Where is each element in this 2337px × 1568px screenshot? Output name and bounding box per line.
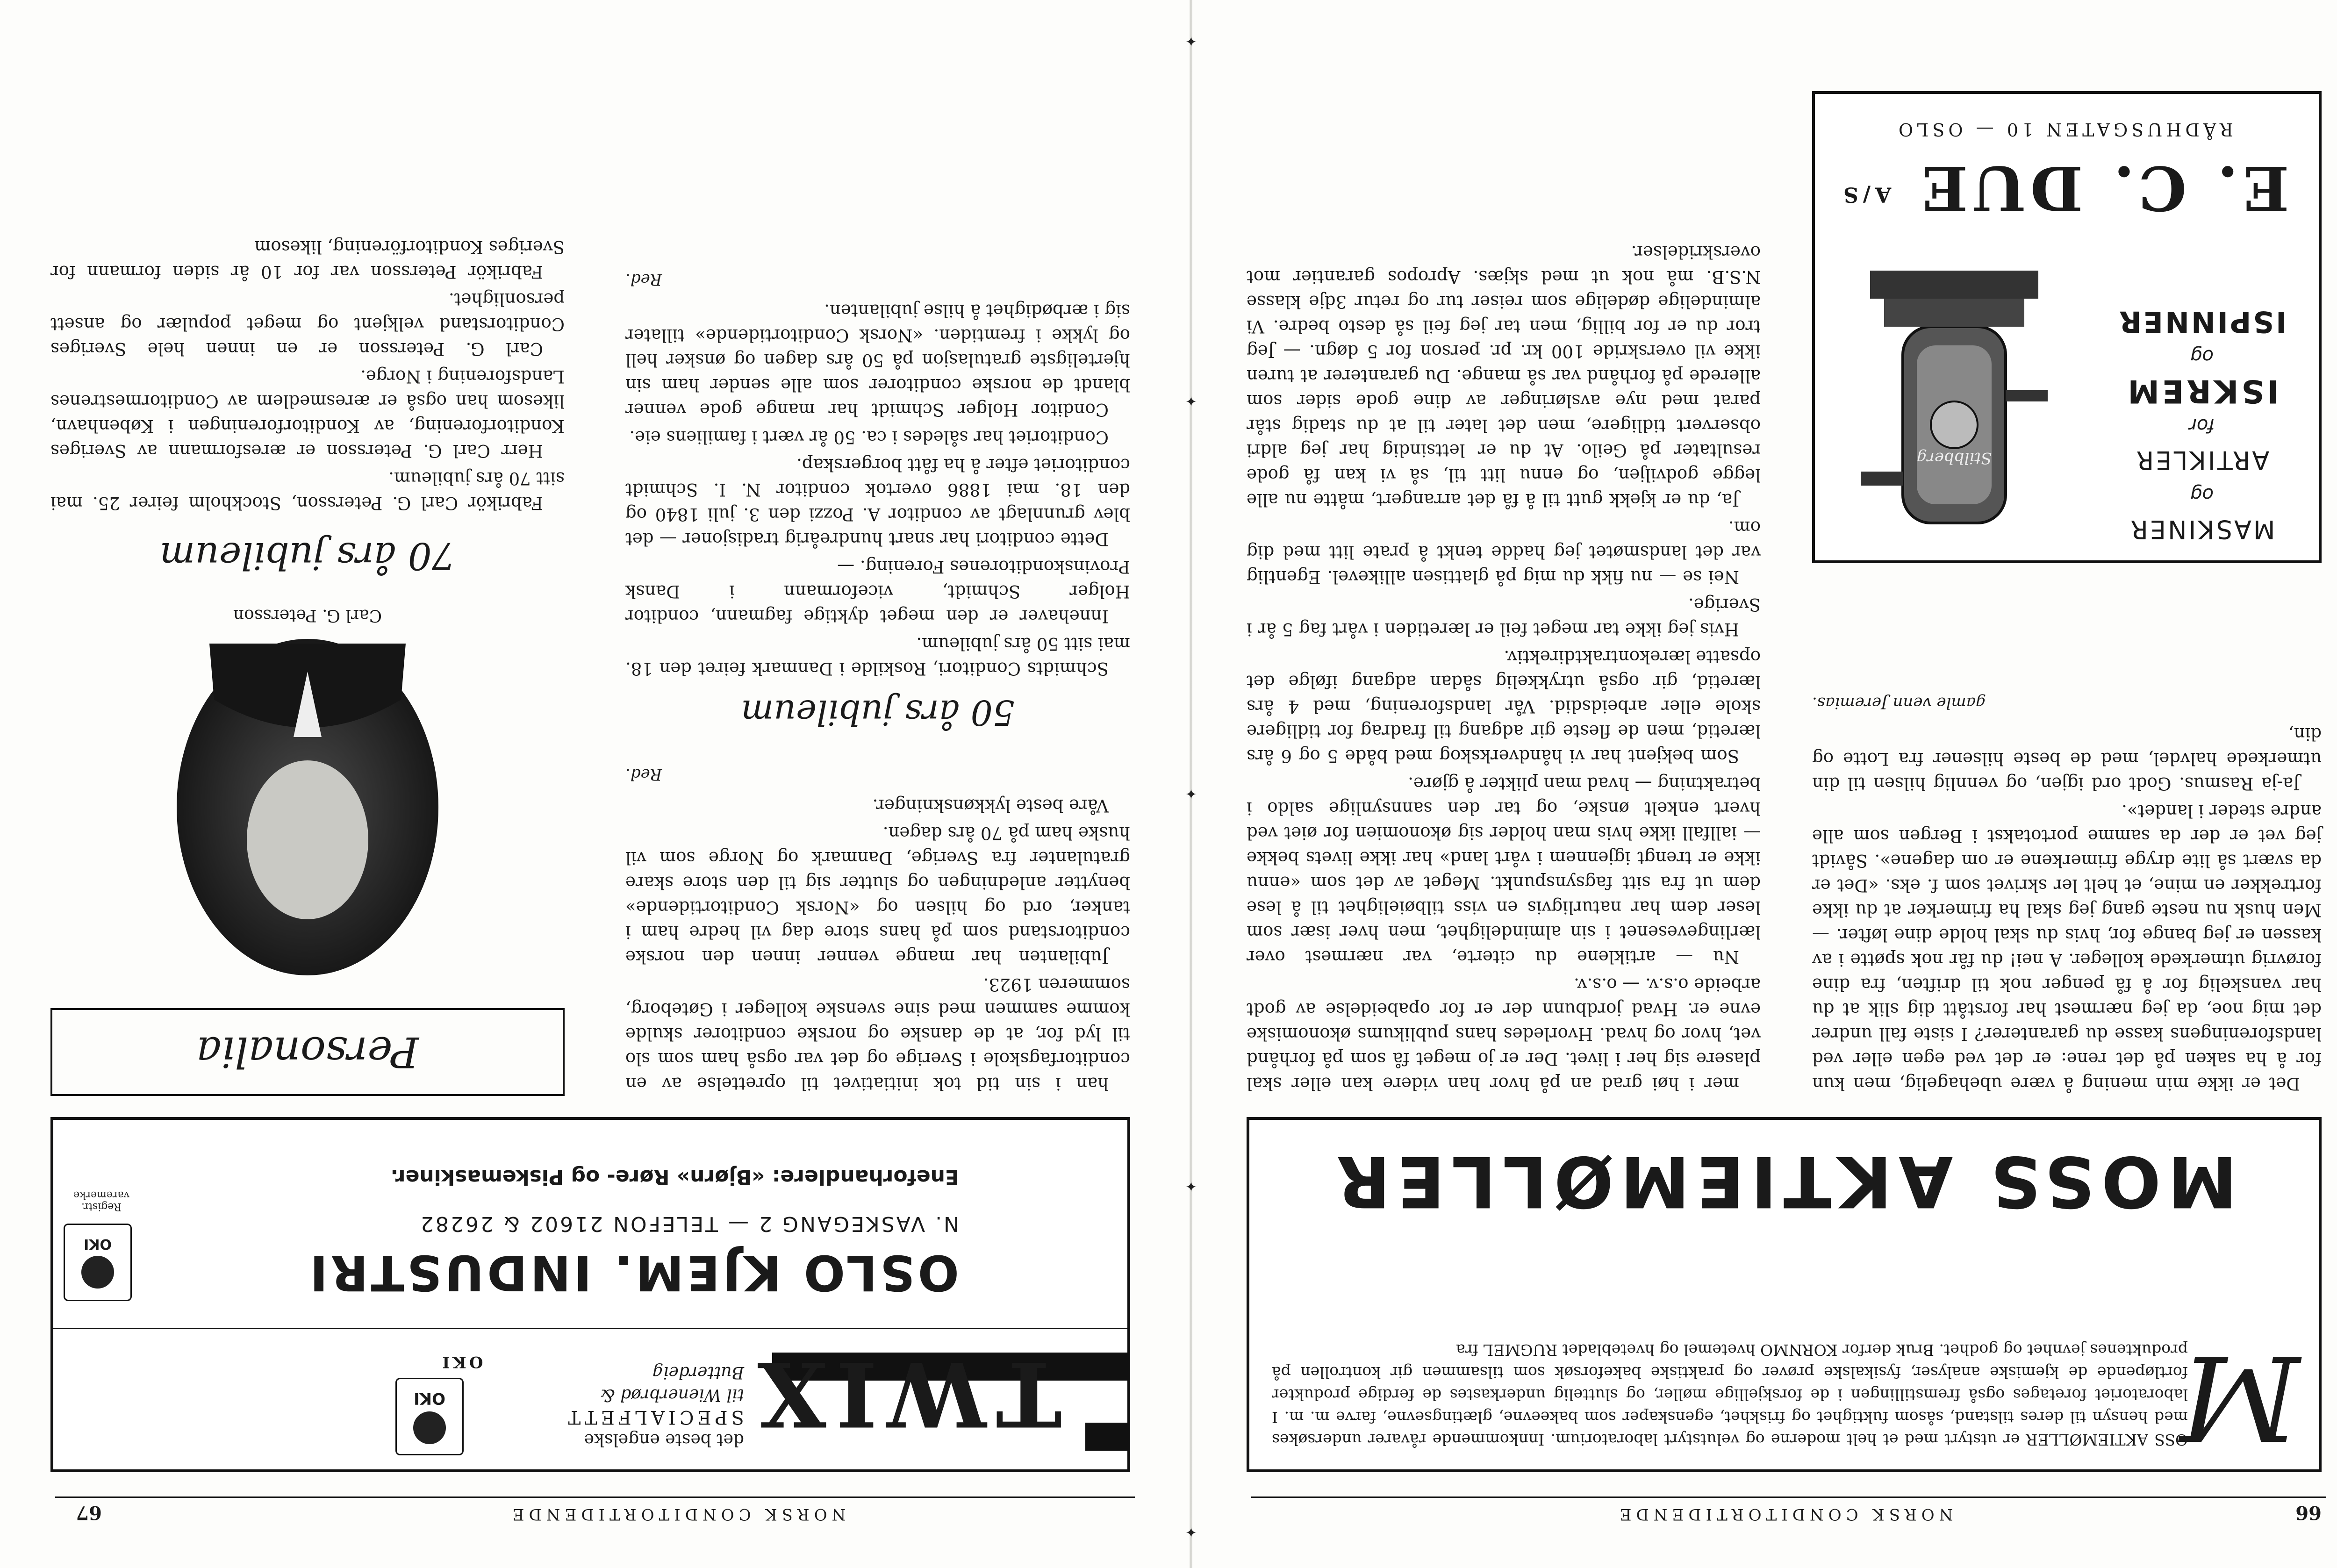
ice-cream-machine-icon	[1842, 252, 2066, 542]
due-ad-line: og	[2190, 484, 2214, 505]
paragraph: han i sin tid tok initiativet til oprettelse av en conditorfagskole i Sverige og det var også ham som slo til lyd for, at de danske og norske conditorer skulde komme sammen med sine svenske kolleger i Gøteborg, sommeren 1923.	[625, 974, 1130, 1094]
letter-column-left	[1812, 690, 2322, 1096]
editor-signature: Red.	[625, 765, 662, 784]
paragraph: Som bekjent har vi håndverkskog med både 5 og 6 års læretid, men de fleste gir adgang til fradrag for tidligere skole eller arbeidsdid. Vår landsforening, med 4 års læretid, gir også utrykkelig sådan adgang ifølge det opsatte lærekontraktdirektiv.	[1247, 647, 1761, 766]
twix-tagline	[501, 1361, 744, 1451]
oki-dealer-line: Eneforhandlere: «Bjørn» Røre- og Piskemaskiner.	[390, 1165, 959, 1189]
due-ad-line: ISKREM	[2125, 372, 2279, 409]
moss-ad-text: OSS AKTIEMØLLER er utstyrt med et helt moderne og velutstyrt laboratorium. Innkommende råvarer undersøkes med hensyn til deres tilstand, såsom fuktighet og friskhet, egenskaper som bakeevne, glætingsevne, farve m. m. I laboratoriet foretages også fremstillingen i de forskjellige møller, og sluttelig underkastes de ferdige produkter fortløpende de kjemiske analyser, fysikalske prøver og praktiske bakeforsøk som tilsammen gir kontrollen på produktenes jevnhet og godhet. Bruk derfor KORNMO hvetemel og hvetebladet RUGMEL fra	[1272, 1341, 2188, 1449]
jubileum-50-title: 50 års jubileum	[741, 692, 1015, 732]
paragraph: Våre beste lykkønskninger.	[872, 795, 1109, 816]
due-ad-product-list	[2099, 304, 2305, 546]
paragraph: Fabrikör Petersson var for 10 år siden formann for Sveriges Konditorförening, likesom	[50, 237, 565, 282]
twix-oki-ad	[50, 1117, 1130, 1472]
due-ad-line: ISPINNER	[2117, 305, 2287, 339]
personalia-column	[50, 232, 565, 1096]
registration-mark: ✦	[1185, 393, 1197, 409]
due-ad-line: ARTIKLER	[2134, 445, 2270, 475]
oki-company-name: OSLO KJEM. INDUSTRI	[307, 1244, 959, 1301]
twix-tagline-line: Butterdeig	[652, 1363, 744, 1382]
running-head: NORSK CONDITORTIDENDE	[1615, 1505, 1953, 1524]
paragraph: Nei se — nu fikk du mig på glattisen allikevel. Egentlig var det landsmøtet jeg hadde tenkt å prate litt med dig om.	[1247, 517, 1761, 587]
ec-due-ad	[1812, 91, 2322, 563]
paragraph: Fabrikör Carl G. Petersson, Stockholm feirer 25. mai sitt 70 års jubileum.	[50, 468, 565, 513]
due-company-suffix: A/S	[1839, 182, 1892, 207]
paragraph: Dette conditori har snart hundreårig tradisjoner — det blev grunnlagt av conditor A. Pozzi den 3. juli 1840 og den 18. mai 1886 overtok conditor N. I. Schmidt conditoriet efter å ha fått borgerskap.	[625, 455, 1130, 549]
oki-address: N. VASKEGANG 2 — TELEFON 21602 & 26282	[418, 1212, 959, 1236]
moss-ad-title: MOSS AKTIEMØLLER	[1330, 1140, 2237, 1222]
due-ad-line: MASKINER	[2129, 515, 2275, 544]
portrait-photo	[50, 634, 565, 980]
paragraph: Conditor Holger Schmidt har mange gode venner blandt de norske conditorer som alle sender ham sin hjerteligste gratulasjon på 50 års dagen og ønsker hell og lykke i fremtiden. «Norsk Conditortidende» tillater sig i ærbødighet å hilse jubilanten.	[625, 301, 1130, 420]
paragraph: Nu — artiklene du citerte, var nærmest over lærlingevesenet i sin almindelighet, men hver især som leser dem har naturligvis en viss tilbøielighet til å lese dem ut fra sitt fagsynspunkt. Meget av det som «ennu ikke er trengt igjennem i vårt land» har ikke livets bekke — iallfall ikke hvis man holder sig økonomien for øiet ved hvert enkelt ønske, og tar den sannsynlige saldo i betraktning — hvad man plikter å gjøre.	[1247, 773, 1761, 967]
jubileum-70-title: 70 års jubileum	[159, 534, 456, 578]
paragraph: mer i høi grad an på hvor han videre kan eller skal plasere sig her i livet. Der er jo meget få som på forhånd vet, hvor og hvad. Hvorledes hans publikums økonomiske evne er. Hvad jordbunn der er for opabeidelse av godt arbeide o.s.v. — o.s.v.	[1247, 974, 1761, 1094]
machine-brand-label: Stilbberg	[1916, 449, 1992, 467]
page-66	[1191, 0, 2337, 1568]
registered-trademark-note: Registr. varemerke	[73, 1189, 129, 1212]
registration-mark: ✦	[1185, 33, 1197, 49]
twix-tagline-line: SPECIALFETT	[564, 1406, 744, 1428]
paragraph: Innehaver er den meget dyktige fagmann, conditor Holger Schmidt, viceformann i Dansk Provinskonditorenes Forening. —	[625, 557, 1130, 626]
running-head: NORSK CONDITORTIDENDE	[508, 1505, 846, 1524]
oki-mark-caption: OKI	[439, 1353, 483, 1371]
due-ad-line: for	[2189, 415, 2215, 436]
paragraph: Conditoriet har således i ca. 50 år vært i familiens eie.	[629, 427, 1109, 447]
paragraph: Hvis jeg ikke tar meget feil er læretiden i vårt fag 5 år i Sverige.	[1247, 594, 1761, 639]
editor-signature: Red.	[625, 270, 662, 289]
header-rule	[1251, 1496, 2326, 1498]
oki-mark-text: OKI	[84, 1236, 112, 1253]
oki-logo-icon	[395, 1378, 464, 1455]
paragraph: Schmidts Conditori, Roskilde i Danmark feiret den 18. mai sitt 50 års jubileum.	[625, 634, 1130, 679]
jubileum-70-body	[50, 235, 565, 516]
twix-brand: TWIX	[748, 1342, 1062, 1446]
ad-black-bar	[1085, 1423, 1127, 1451]
ad-divider	[53, 1328, 1127, 1329]
twix-tagline-line: det beste engelske	[584, 1430, 744, 1449]
letter-column-right	[1247, 237, 1761, 1096]
due-company-name	[1823, 152, 2305, 224]
personalia-heading: Personalia	[50, 1008, 565, 1096]
page-number: 67	[76, 1502, 102, 1524]
twix-tagline-line: til Wienerbrød &	[600, 1385, 744, 1404]
paragraph: Carl G. Petersson er en innen hele Sveriges Conditorstand velkjent og meget populær og ansett personlighet.	[50, 289, 565, 359]
registration-mark: ✦	[1185, 1178, 1197, 1194]
paragraph: Jubilanten har mange venner innen den norske conditorstand som på hans store dag vil hedre ham i tanker, ord og hilsen og «Norsk Conditortidende» benytter anledningen og slutter sig til den store skare gratulanter fra Sverige, Danmark og Norge som vil huske ham på 70 års dagen.	[625, 823, 1130, 967]
portrait-caption: Carl G. Petersson	[233, 606, 382, 625]
due-ad-line: og	[2190, 345, 2214, 367]
oki-mark-text: OKI	[414, 1389, 445, 1408]
paragraph: Herr Carl G. Petersson er æresformann av Sveriges Konditorforening, av Konditorforeningen i København, likesom han også er æresmedlem av Conditormestrenes Landsforening i Norge.	[50, 366, 565, 461]
paragraph: Det er ikke min mening å være ubehagelig, men kun for å ha saken på det rene: er det ved egen eller ved landsforeningens kasse du garanterer? I siste fall undrer det mig noe, da jeg nærmest har forstått dig slik at du har vanskelig for å få penger nok til driften, fra dine forøvrig utmerkede kolleger. A nei! du får nok spøtte i av kassen er jeg bange for, hvis du skal holde dine løfter. — Men husk nu neste gang jeg skal ha frimerker at du ikke fortrekker en mine, et helt ler skrivet som f. eks. «Det er da svært så lite dryge frimerkene er om dagene». Såvidt jeg vet er der da samme portotakst i Bergen som alle andre steder i landet».	[1812, 801, 2322, 1094]
due-address: RÅDHUSGATEN 10 — OSLO	[1895, 119, 2233, 140]
moss-aktiemoller-ad	[1247, 1117, 2322, 1472]
paragraph: Ja, du er kjekk gutt til å få det arrangert, måtte nu alle legge godviljen, og ennu litt til, så vi kan få gode resultater på Geilo. At du er lettsindig har jeg aldri observert tidligere, men det later til at du stadig står parat med nye avsløringer av dine gode sider som allerede på forhånd var så mange. Du garanterer at turen ikke vil overskride 100 kr. pr. person for 5 døgn. — Jeg tror du er for billig, men tar jeg feil så desto bedre. Vi almindelige dødelige som reiser tur og retur 3dje klasse N.S.B. må nok ut med skjæs. Apropos garantier mot overskridelser.	[1247, 242, 1761, 510]
ad-initial-letter: M	[2180, 1329, 2300, 1465]
registration-mark: ✦	[1185, 785, 1197, 802]
letter-signature: gamle venn Jeremias.	[1812, 694, 1986, 712]
due-company: E. C. DUE	[1917, 152, 2289, 224]
header-rule	[55, 1496, 1135, 1498]
oki-logo-icon	[64, 1224, 132, 1301]
jubilee-column-left	[625, 267, 1130, 1096]
registration-mark: ✦	[1185, 1524, 1197, 1540]
paragraph: Ja-ja Rasmus. Godt ord igjen, og vennlig hilsen til din utmerkede halvdel, med de beste hilsener fra Lotte og din,	[1812, 724, 2322, 794]
page-number: 66	[2295, 1502, 2322, 1524]
